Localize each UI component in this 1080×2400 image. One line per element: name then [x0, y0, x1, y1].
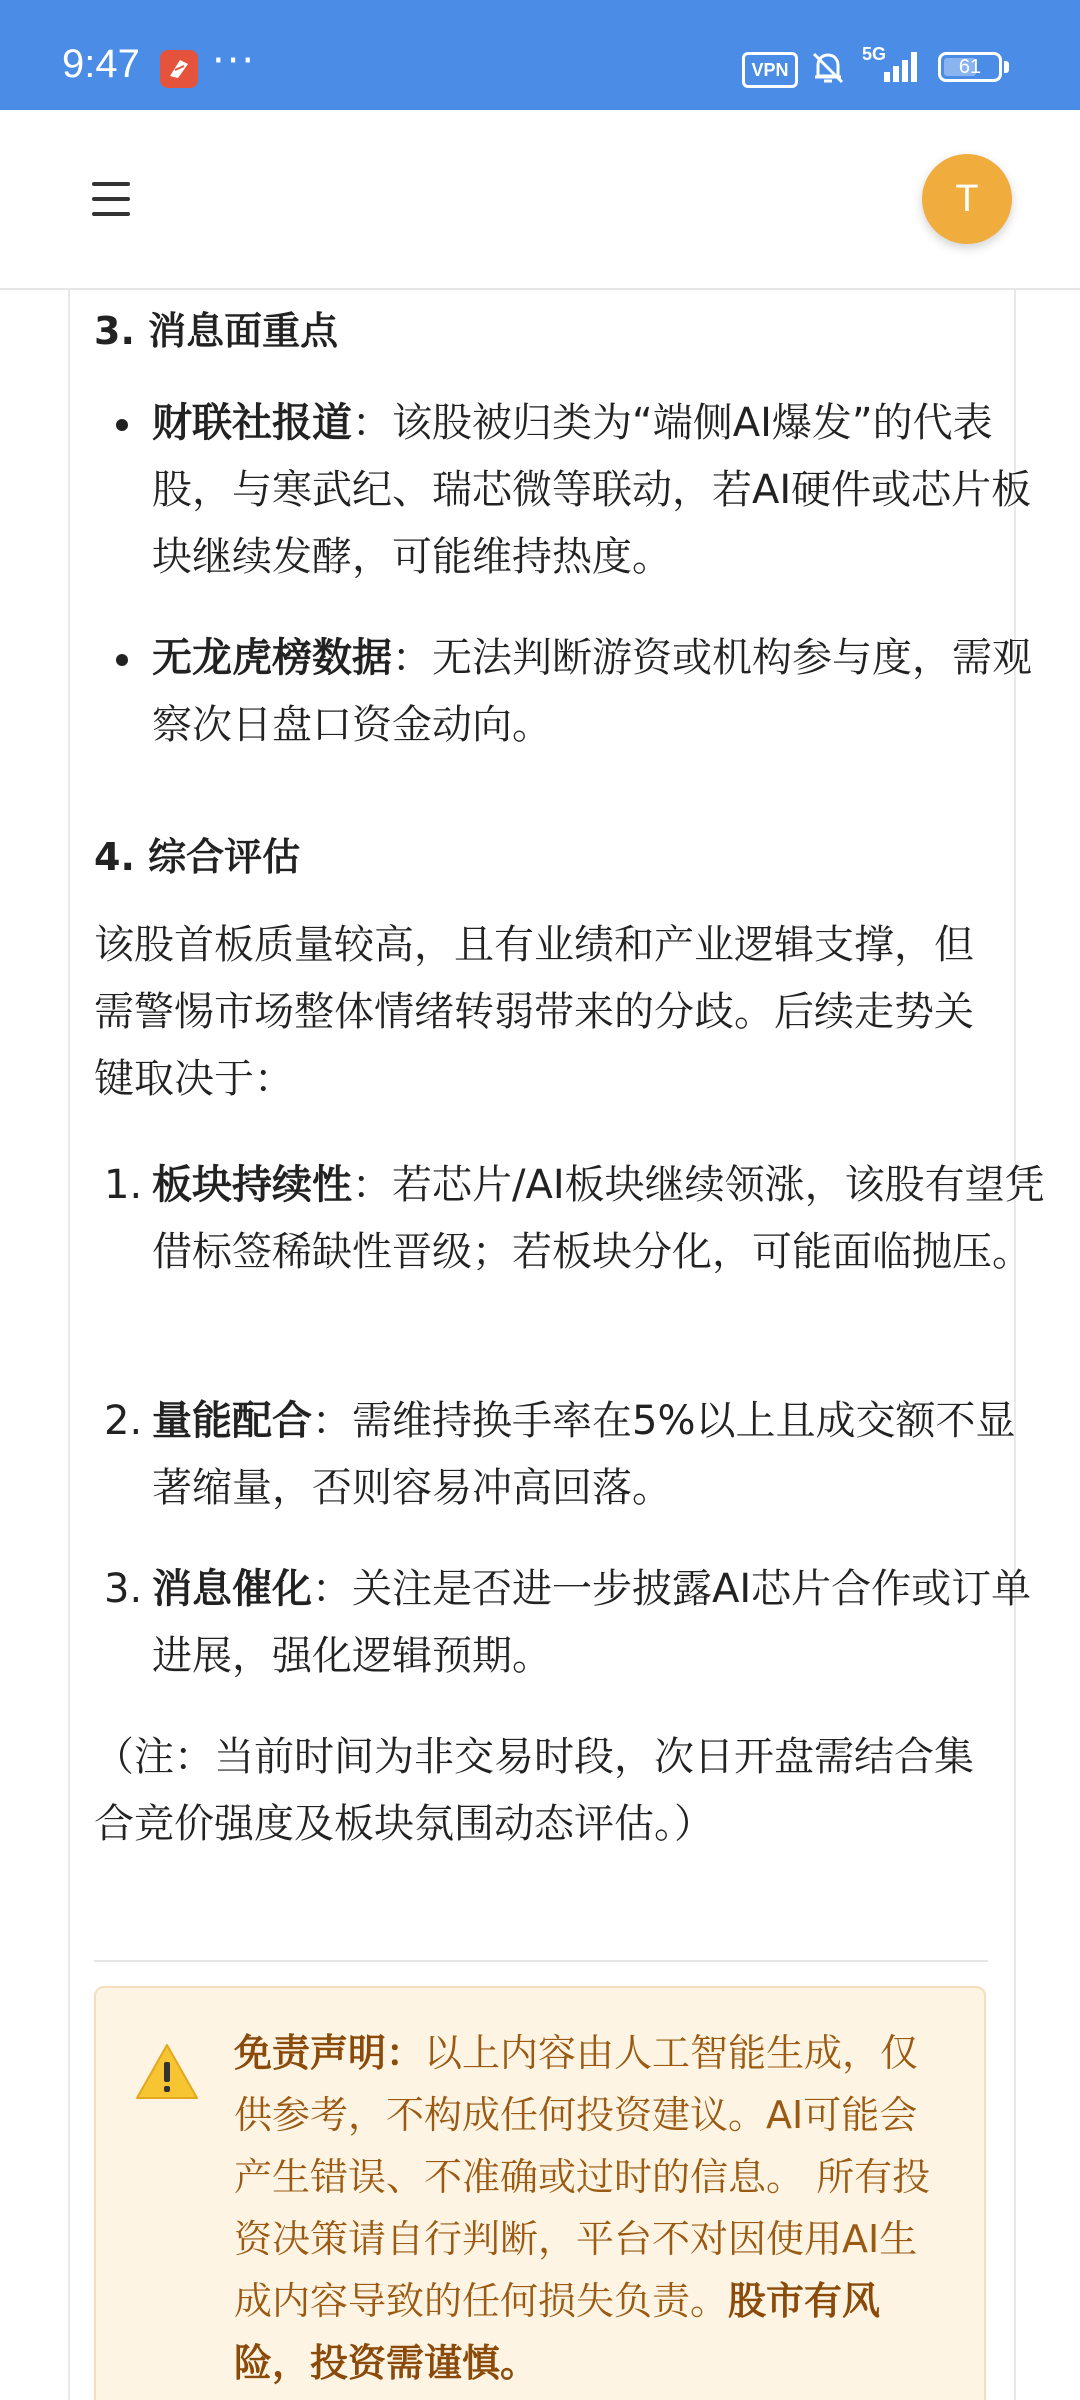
note-paragraph: （注：当前时间为非交易时段，次日开盘需结合集合竞价强度及板块氛围动态评估。） — [94, 1734, 974, 1847]
user-avatar[interactable]: T — [922, 154, 1012, 244]
list-item — [94, 390, 1052, 591]
item-label: 消息催化 — [152, 1566, 312, 1612]
item-label: 财联社报道 — [152, 400, 352, 446]
numbered-item — [94, 1152, 1052, 1286]
divider — [94, 1960, 988, 1962]
numbered-item — [94, 1556, 1052, 1690]
item-number: 3. — [104, 1566, 143, 1612]
item-text: ：该股被归类为“端侧AI爆发”的代表股，与寒武纪、瑞芯微等联动，若AI硬件或芯片板块继续发酵，可能维持热度。 — [152, 400, 1032, 580]
ai-response-card — [68, 290, 1045, 2400]
item-text: ：需维持换手率在5%以上且成交额不显著缩量，否则容易冲高回落。 — [152, 1398, 1016, 1511]
list-item — [94, 625, 1052, 759]
disclaimer-text — [234, 2022, 954, 2394]
network-type: 5G — [862, 44, 887, 64]
item-text: ：关注是否进一步披露AI芯片合作或订单进展，强化逻辑预期。 — [152, 1566, 1032, 1679]
signal-icon — [860, 46, 930, 90]
item-text: ：无法判断游资或机构参与度，需观察次日盘口资金动向。 — [152, 635, 1032, 748]
item-number: 2. — [104, 1398, 143, 1444]
section4-title: 4. 综合评估 — [94, 835, 301, 879]
warning-icon — [134, 2042, 200, 2106]
vpn-icon: VPN — [742, 52, 798, 88]
item-text: ：若芯片/AI板块继续领涨，该股有望凭借标签稀缺性晋级；若板块分化，可能面临抛压。 — [152, 1162, 1045, 1275]
disclaimer-label: 免责声明： — [234, 2031, 425, 2075]
status-bar — [0, 0, 1080, 110]
disclaimer-body: 以上内容由人工智能生成，仅供参考，不构成任何投资建议。AI可能会产生错误、不准确或过时的信息。 所有投资决策请自行判断，平台不对因使用AI生成内容导致的任何损失负责。 — [234, 2031, 931, 2323]
item-label: 无龙虎榜数据 — [152, 635, 392, 681]
disclaimer-emphasis: 股市有风险，投资需谨慎。 — [234, 2279, 881, 2385]
more-notifications-icon: ··· — [212, 38, 257, 84]
section3-title: 3. 消息面重点 — [94, 309, 339, 353]
app-header — [0, 110, 1080, 290]
bullet-icon — [116, 654, 128, 666]
bell-muted-icon — [808, 48, 848, 92]
battery-icon — [938, 52, 1002, 82]
item-label: 板块持续性 — [152, 1162, 352, 1208]
battery-cap — [1004, 61, 1009, 73]
item-label: 量能配合 — [152, 1398, 312, 1444]
notification-app-icon — [160, 50, 198, 88]
menu-icon[interactable] — [92, 182, 132, 216]
battery-percent: 61 — [958, 56, 982, 78]
disclaimer-box — [94, 1986, 986, 2400]
bullet-icon — [116, 419, 128, 431]
item-number: 1. — [104, 1162, 143, 1208]
summary-paragraph: 该股首板质量较高，且有业绩和产业逻辑支撑，但需警惕市场整体情绪转弱带来的分歧。后续走势关键取决于： — [94, 922, 974, 1102]
numbered-item — [94, 1388, 1052, 1522]
chat-content[interactable] — [0, 290, 1080, 2400]
status-time: 9:47 — [62, 42, 140, 86]
